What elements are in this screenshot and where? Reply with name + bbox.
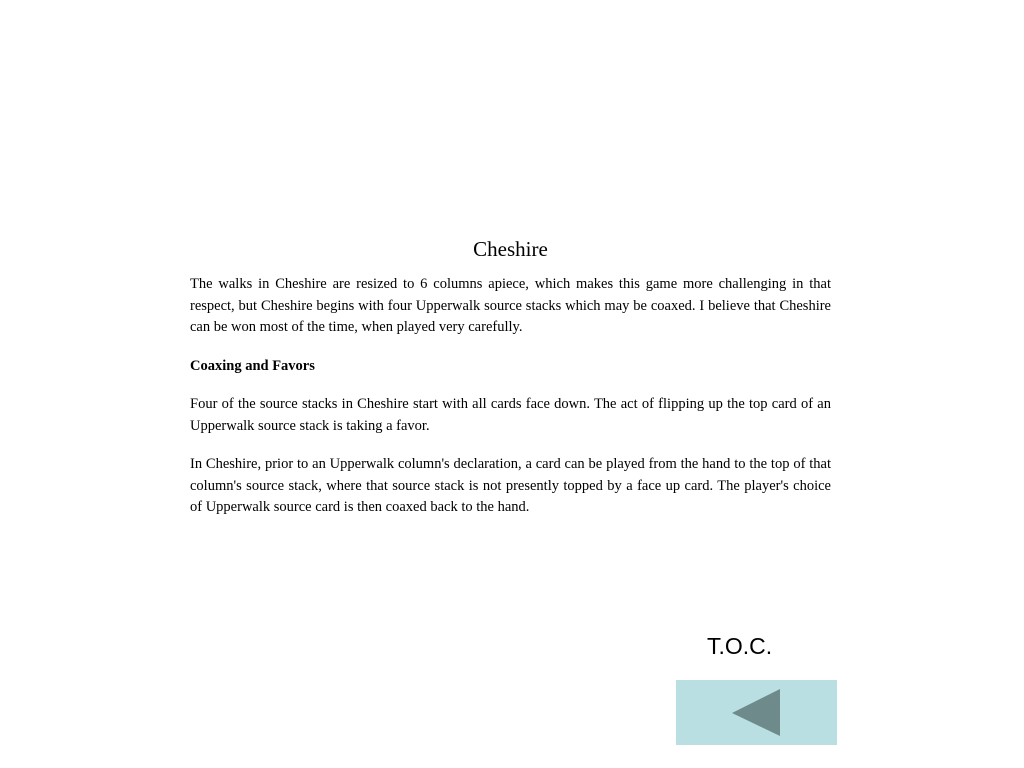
intro-paragraph: The walks in Cheshire are resized to 6 columns apiece, which makes this game more challenging in that respect, but Cheshire begins with four Upperwalk source stacks which may be coaxed. I believe that Cheshire can be won most of the time, when played very carefully.: [190, 276, 831, 335]
section-paragraph-2: In Cheshire, prior to an Upperwalk column's declaration, a card can be played from the hand to the top of that column's source stack, where that source stack is not presently topped by a face up card. The player's choice of Upperwalk source card is then coaxed back to the hand.: [190, 456, 831, 515]
document-body: [190, 234, 831, 536]
page-title: Cheshire: [473, 237, 548, 261]
triangle-left-icon: [676, 680, 837, 745]
toc-link[interactable]: T.O.C.: [707, 633, 773, 659]
section-heading: Coaxing and Favors: [190, 357, 315, 374]
section-paragraph-1: Four of the source stacks in Cheshire start with all cards face down. The act of flipping up the top card of an Upperwalk source stack is taking a favor.: [190, 396, 831, 434]
back-button[interactable]: [676, 680, 837, 745]
